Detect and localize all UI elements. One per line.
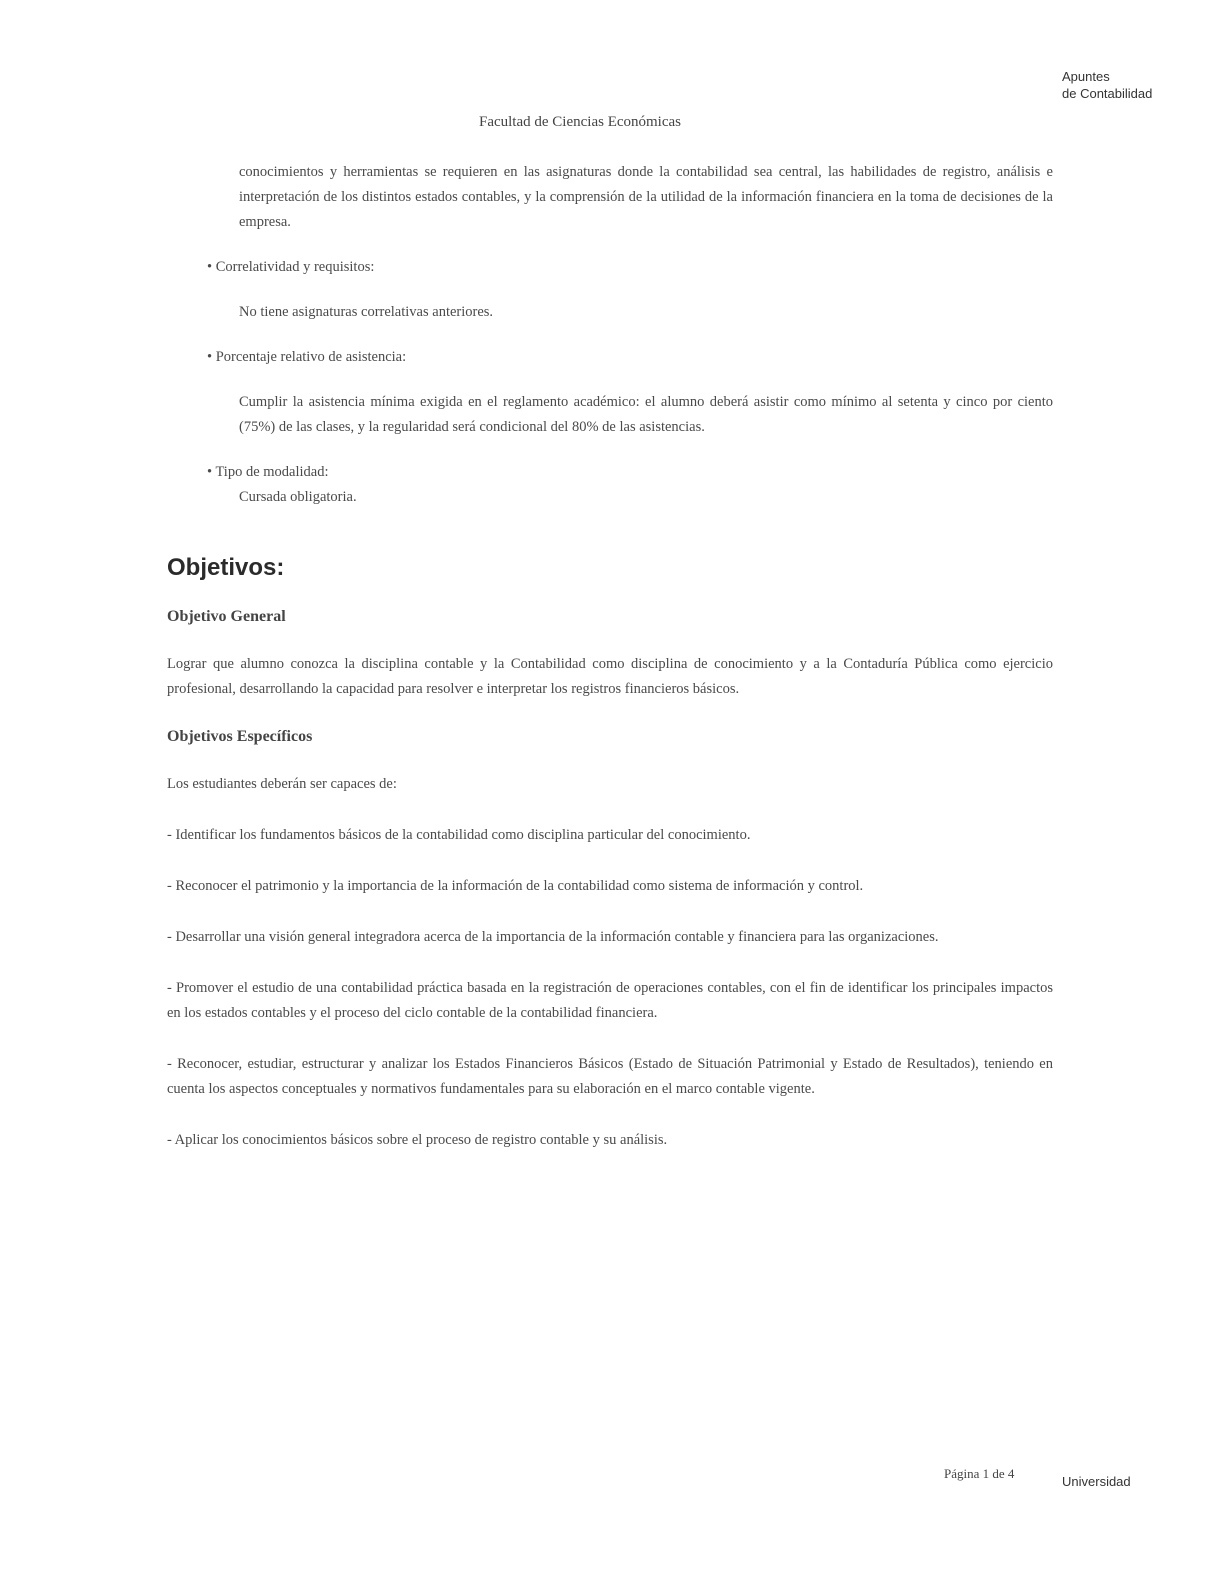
specific-objective-item: - Aplicar los conocimientos básicos sobre el proceso de registro contable y su análisis. (167, 1132, 668, 1148)
corner-line-1: Apuntes (1062, 69, 1110, 84)
general-objective-text: Lograr que alumno conozca la disciplina contable y la Contabilidad como disciplina de conocimiento y a la Contaduría Pública como ejercicio profesional, desarrollando la capacidad para resolver e interpretar los registros financieros básicos. (167, 656, 1053, 697)
specific-objectives-title: Objetivos Específicos (167, 728, 313, 745)
corner-stamp (1062, 68, 1192, 102)
specific-objective-item: - Identificar los fundamentos básicos de la contabilidad como disciplina particular del conocimiento. (167, 827, 751, 843)
document-body (167, 160, 1053, 1153)
footer-label: Universidad (1062, 1474, 1131, 1489)
general-objective-title: Objetivo General (167, 608, 286, 625)
page-header: Facultad de Ciencias Económicas (478, 114, 682, 130)
corner-line-2: de Contabilidad (1062, 86, 1153, 101)
objectives-title: Objetivos: (167, 554, 285, 581)
bullet-asistencia-heading: • Porcentaje relativo de asistencia: (207, 349, 407, 365)
page-number: Página 1 de 4 (944, 1466, 1015, 1481)
bullet-modalidad-text: Cursada obligatoria. (239, 489, 357, 505)
bullet-correlatividad-text: No tiene asignaturas correlativas anteriores. (239, 304, 494, 320)
bullet-modalidad-heading: • Tipo de modalidad: (207, 464, 329, 480)
specific-objective-item: - Reconocer el patrimonio y la importancia de la información de la contabilidad como sistema de información y control. (167, 878, 864, 894)
continuation-paragraph: conocimientos y herramientas se requieren en las asignaturas donde la contabilidad sea central, las habilidades de registro, análisis e interpretación de los distintos estados contables, y la comprensión de la utilidad de la información financiera en la toma de decisiones de la empresa. (239, 164, 1053, 230)
specific-objectives-intro: Los estudiantes deberán ser capaces de: (167, 776, 397, 792)
bullet-asistencia-text: Cumplir la asistencia mínima exigida en el reglamento académico: el alumno deberá asistir como mínimo al setenta y cinco por ciento (75%) de las clases, y la regularidad será condicional del 80% de las asistencias. (239, 394, 1053, 435)
specific-objective-item: - Desarrollar una visión general integradora acerca de la importancia de la información contable y financiera para las organizaciones. (167, 929, 939, 945)
specific-objective-item: - Promover el estudio de una contabilidad práctica basada en la registración de operaciones contables, con el fin de identificar los principales impactos en los estados contables y el proceso del ciclo contable de la contabilidad financiera. (167, 980, 1053, 1021)
bullet-correlatividad-heading: • Correlatividad y requisitos: (207, 259, 375, 275)
specific-objective-item: - Reconocer, estudiar, estructurar y analizar los Estados Financieros Básicos (Estado de Situación Patrimonial y Estado de Resultados), teniendo en cuenta los aspectos conceptuales y normativos fundamentales para su elaboración en el marco contable vigente. (167, 1056, 1053, 1097)
